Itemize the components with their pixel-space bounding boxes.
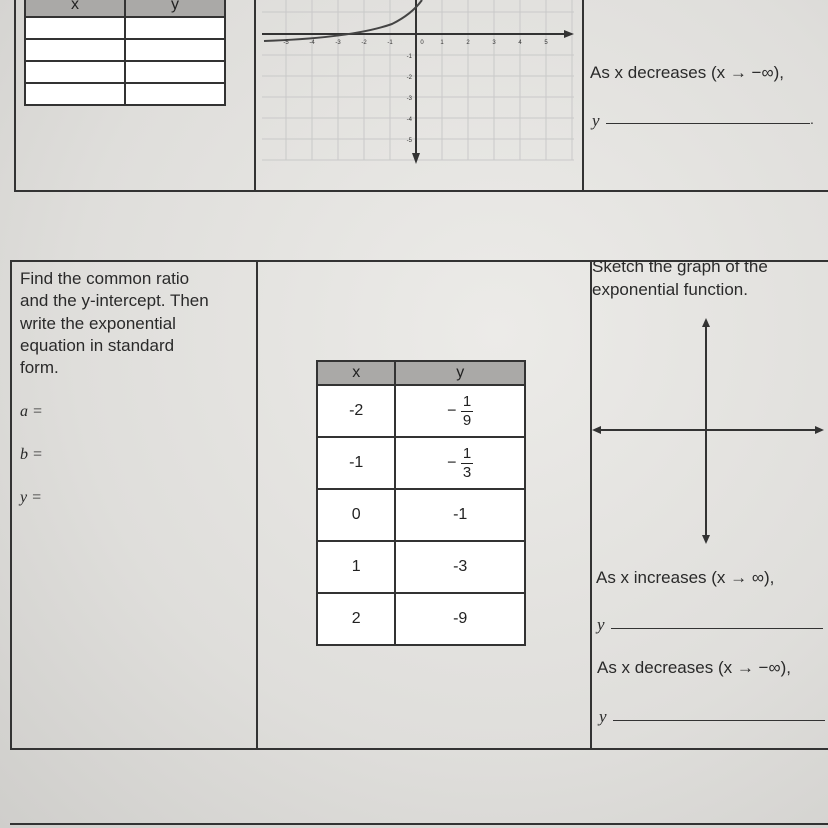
- top-divider-2: [582, 0, 584, 190]
- table-cell[interactable]: [25, 61, 125, 83]
- table-cell-y: -1: [395, 489, 525, 541]
- sketch-axes[interactable]: [592, 318, 824, 544]
- bottom-divider-1: [256, 262, 258, 748]
- instruction-line-1: Find the common ratio: [20, 269, 190, 288]
- x-tick-label: 4: [518, 40, 522, 46]
- table-cell-y: -3: [395, 541, 525, 593]
- table-cell[interactable]: [125, 17, 225, 39]
- sketch-title-line-1: Sketch the graph of the: [592, 257, 768, 276]
- sketch-x-arrow-left: [592, 426, 601, 434]
- table-cell[interactable]: [125, 83, 225, 105]
- y-tick-label: -3: [406, 96, 412, 102]
- table-cell-y: -9: [395, 593, 525, 645]
- top-y-label: y: [592, 111, 600, 130]
- table-cell[interactable]: [25, 17, 125, 39]
- x-tick-label: 2: [466, 40, 470, 46]
- table-cell[interactable]: [25, 83, 125, 105]
- table-row: [317, 437, 525, 489]
- fraction: [461, 445, 473, 482]
- x-tick-label: 1: [440, 40, 444, 46]
- x-tick-label: -1: [387, 40, 393, 46]
- bottom-table-header-y: y: [395, 361, 525, 385]
- sketch-title-line-2: exponential function.: [592, 280, 748, 299]
- instruction-line-4: equation in standard: [20, 336, 175, 355]
- sketch-y-arrow-top: [702, 318, 710, 327]
- x-tick-label: 3: [492, 40, 496, 46]
- table-cell[interactable]: [125, 61, 225, 83]
- x-tick-label: -5: [283, 40, 289, 46]
- decrease-y-label: y: [599, 707, 607, 726]
- instruction-line-3: write the exponential: [20, 314, 176, 333]
- x-tick-label: -3: [335, 40, 341, 46]
- y-tick-label: -2: [406, 75, 412, 81]
- table-cell-x: -2: [317, 385, 395, 437]
- table-cell-x: 1: [317, 541, 395, 593]
- y-tick-label: -5: [406, 138, 412, 144]
- fraction-denominator: 9: [462, 411, 472, 429]
- top-table-header-y: y: [125, 0, 225, 17]
- sketch-y-arrow-bottom: [702, 535, 710, 544]
- table-cell-y: [395, 385, 525, 437]
- table-cell-x: 0: [317, 489, 395, 541]
- y-equation-label: y =: [20, 489, 42, 506]
- table-cell-x: 2: [317, 593, 395, 645]
- fraction-numerator: 1: [462, 392, 472, 410]
- a-label: a =: [20, 403, 43, 420]
- x-tick-label: -2: [361, 40, 367, 46]
- table-cell[interactable]: [25, 39, 125, 61]
- top-y-answer-line[interactable]: [606, 123, 810, 124]
- next-section-top-border: [10, 823, 828, 825]
- table-cell-x: -1: [317, 437, 395, 489]
- graph-grid: [262, 0, 574, 160]
- fraction-sign: −: [447, 454, 457, 472]
- top-table-header-x: x: [25, 0, 125, 17]
- fraction-numerator: 1: [462, 444, 472, 462]
- table-cell[interactable]: [125, 39, 225, 61]
- top-xy-table: [24, 0, 226, 106]
- increase-y-label: y: [597, 615, 605, 634]
- as-x-increases: As x increases (x → ∞),: [596, 568, 775, 587]
- y-tick-labels: [407, 54, 413, 144]
- instruction-line-5: form.: [20, 358, 59, 377]
- top-exponential-graph: [262, 0, 574, 170]
- y-tick-label: -4: [406, 117, 412, 123]
- table-row: [317, 489, 525, 541]
- top-as-x-decreases: As x decreases (x → −∞),: [590, 63, 784, 82]
- b-label: b =: [20, 446, 43, 463]
- x-tick-label: -4: [309, 40, 315, 46]
- fraction: [461, 393, 473, 430]
- top-divider-1: [254, 0, 256, 190]
- as-x-decreases: As x decreases (x → −∞),: [597, 658, 791, 677]
- fraction-denominator: 3: [462, 463, 472, 481]
- x-tick-label: 5: [544, 40, 548, 46]
- instruction-line-2: and the y-intercept. Then: [20, 291, 209, 310]
- x-tick-label: 0: [420, 40, 424, 46]
- y-axis-arrow: [412, 153, 420, 164]
- table-row: [317, 593, 525, 645]
- top-y-blank-end: .: [810, 111, 814, 127]
- increase-y-answer-line[interactable]: [611, 628, 823, 629]
- fraction-sign: −: [447, 402, 457, 420]
- bottom-table-header-x: x: [317, 361, 395, 385]
- bottom-xy-table: [316, 360, 526, 646]
- table-row: [317, 541, 525, 593]
- y-tick-label: -1: [406, 54, 412, 60]
- table-cell-y: [395, 437, 525, 489]
- table-row: [317, 385, 525, 437]
- decrease-y-answer-line[interactable]: [613, 720, 825, 721]
- sketch-x-arrow-right: [815, 426, 824, 434]
